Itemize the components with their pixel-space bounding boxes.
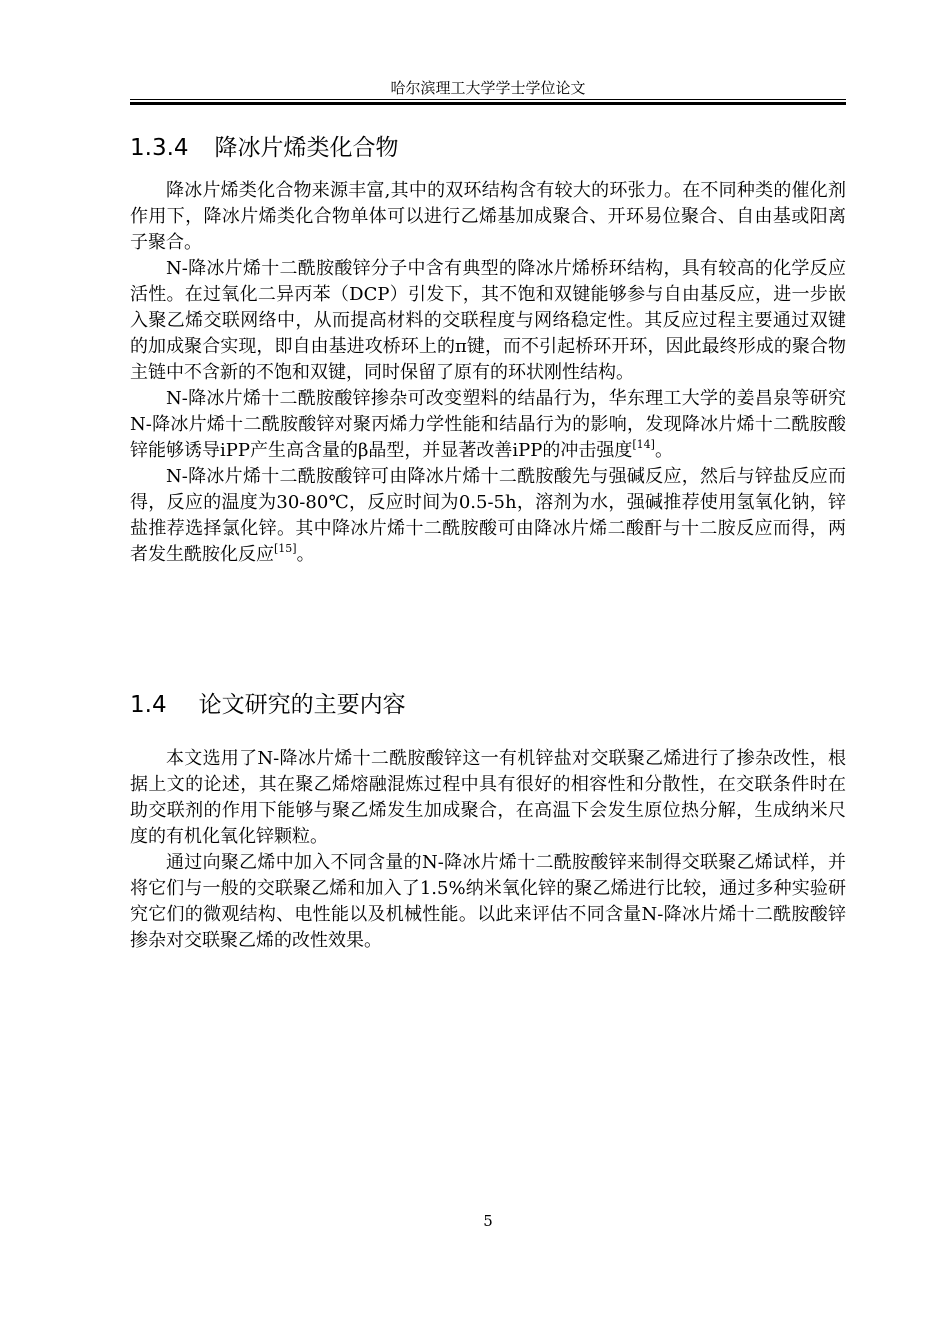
section-heading-1-3-4 (130, 133, 399, 163)
paragraph: N-降冰片烯十二酰胺酸锌分子中含有典型的降冰片烯桥环结构，具有较高的化学反应活性。在过氧化二异丙苯（DCP）引发下，其不饱和双键能够参与自由基反应，进一步嵌入聚乙烯交联网络中，从而提高材料的交联程度与网络稳定性。其反应过程主要通过双键的加成聚合实现，即自由基进攻桥环上的π键，而不引起桥环开环，因此最终形成的聚合物主链中不含新的不饱和双键，同时保留了原有的环状刚性结构。 (130, 258, 846, 383)
paragraph (130, 464, 846, 568)
section-title: 降冰片烯类化合物 (214, 135, 399, 161)
section-heading-1-4 (130, 690, 406, 720)
paragraph-text: N-降冰片烯十二酰胺酸锌掺杂可改变塑料的结晶行为，华东理工大学的姜昌泉等研究N-降冰片烯十二酰胺酸锌对聚丙烯力学性能和结晶行为的影响，发现降冰片烯十二酰胺酸锌能够诱导iPP产生高含量的β晶型，并显著改善iPP的冲击强度 (130, 388, 846, 461)
citation: [14] (632, 438, 655, 451)
running-header: 哈尔滨理工大学学士学位论文 (390, 79, 586, 97)
paragraph (130, 386, 846, 464)
citation: [15] (274, 542, 297, 555)
page-number: 5 (483, 1212, 493, 1230)
paragraph: 通过向聚乙烯中加入不同含量的N-降冰片烯十二酰胺酸锌来制得交联聚乙烯试样，并将它们与一般的交联聚乙烯和加入了1.5%纳米氧化锌的聚乙烯进行比较，通过多种实验研究它们的微观结构、电性能以及机械性能。以此来评估不同含量N-降冰片烯十二酰胺酸锌掺杂对交联聚乙烯的改性效果。 (130, 852, 846, 951)
paragraph-end: 。 (654, 440, 673, 461)
section-number: 1.4 (130, 692, 167, 718)
paragraph-text: N-降冰片烯十二酰胺酸锌可由降冰片烯十二酰胺酸先与强碱反应，然后与锌盐反应而得，反应的温度为30-80℃，反应时间为0.5-5h，溶剂为水，强碱推荐使用氢氧化钠，锌盐推荐选择氯化锌。其中降冰片烯十二酰胺酸可由降冰片烯二酸酐与十二胺反应而得，两者发生酰胺化反应 (130, 466, 846, 565)
paragraph: 本文选用了N-降冰片烯十二酰胺酸锌这一有机锌盐对交联聚乙烯进行了掺杂改性，根据上文的论述，其在聚乙烯熔融混炼过程中具有很好的相容性和分散性，在交联条件时在助交联剂的作用下能够与聚乙烯发生加成聚合，在高温下会发生原位热分解，生成纳米尺度的有机化氧化锌颗粒。 (130, 748, 846, 847)
section-number: 1.3.4 (130, 135, 189, 161)
header-rule (130, 99, 846, 105)
paragraph: 降冰片烯类化合物来源丰富,其中的双环结构含有较大的环张力。在不同种类的催化剂作用下，降冰片烯类化合物单体可以进行乙烯基加成聚合、开环易位聚合、自由基或阳离子聚合。 (130, 180, 846, 253)
paragraph-end: 。 (296, 544, 315, 565)
section-1-3-4-body (130, 178, 846, 568)
section-1-4-body (130, 746, 846, 954)
section-title: 论文研究的主要内容 (198, 692, 406, 718)
